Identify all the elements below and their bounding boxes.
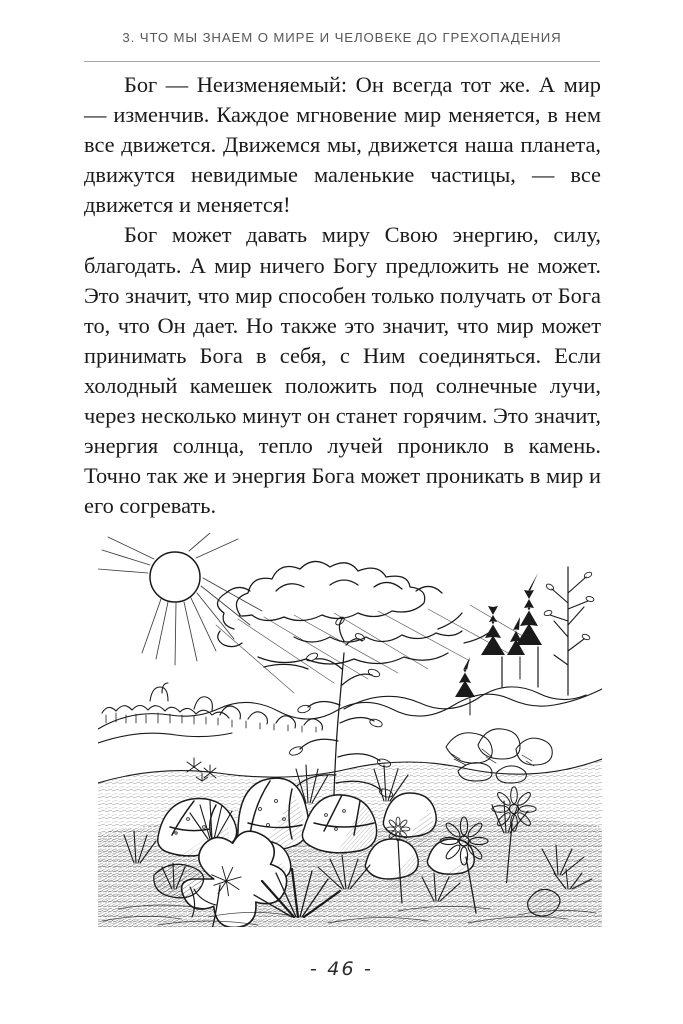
background-hills (98, 687, 602, 743)
running-head: 3. ЧТО МЫ ЗНАЕМ О МИРЕ И ЧЕЛОВЕКЕ ДО ГРЕХОПАДЕНИЯ (122, 30, 562, 45)
paragraph: Бог может давать миру Свою энергию, силу, благодать. А мир ничего Богу предложить не может. Это значит, что мир способен только получать от Бога то, что Он дает. Но также это значит, что мир может принимать Бога в себя, с Ним соединяться. Если холодный камешек положить под солнечные лучи, через несколько минут он станет горячим. Это значит, энергия солнца, тепло лучей проникло в камень. Точно так же и энергия Бога может проникать в мир и его согревать. (84, 222, 601, 519)
hill-bushes (102, 683, 322, 732)
clouds (217, 561, 494, 669)
header-rule (84, 61, 600, 62)
sun-icon (150, 552, 200, 602)
paragraph: Бог — Неизменяемый: Он всегда тот же. А мир — изменчив. Каждое мгновение мир меняется, в нем все движется. Движемся мы, движется наша планета, движутся невидимые маленькие частицы, — все движется и меняется! (84, 72, 601, 218)
conifer-trees (455, 567, 594, 715)
landscape-illustration (98, 533, 602, 927)
page-number: - 46 - (309, 958, 374, 980)
body-text-block (84, 70, 601, 521)
